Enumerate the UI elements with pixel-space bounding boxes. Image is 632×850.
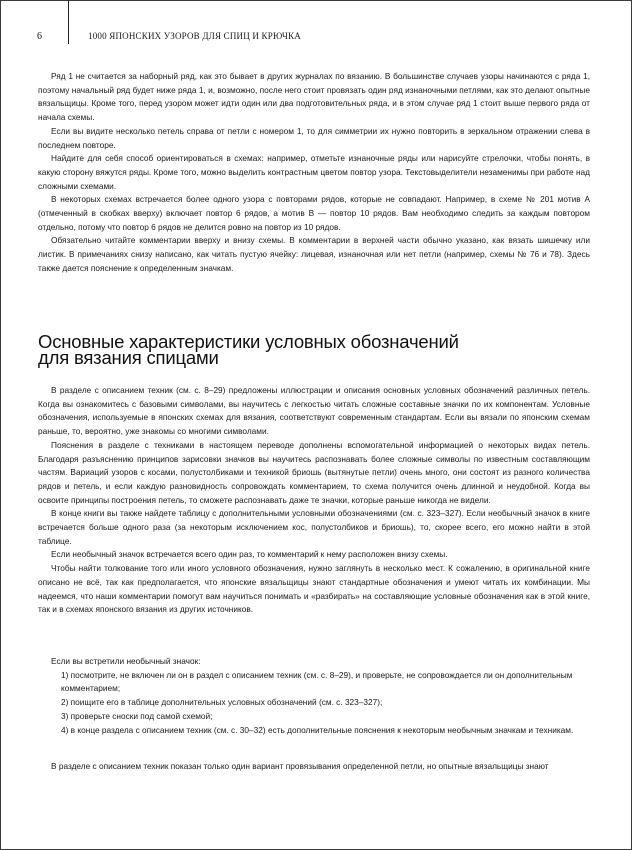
paragraph: Если необычный значок встречается всего один раз, то комментарий к нему расположен внизу схемы. (51, 549, 448, 560)
header-rule (68, 0, 69, 44)
section-title (38, 331, 590, 368)
list-item: 2) поищите его в таблице дополнительных условных обозначений (см. с. 323–327); (61, 697, 383, 708)
paragraph: В некоторых схемах встречается более одного узора с повторами рядов, которые не совпадают. Например, в схеме № 201 мотив А (отмеченный в скобках вверху) включает повтор 6 рядов, а мотив В — повтор 10 рядов. Вам необходимо следить за каждым повтором отдельно, потому что повтор 6 рядов не делится ровно на повтор из 10 рядов. (38, 194, 590, 232)
paragraph: В разделе с описанием техник показан только один вариант провязывания определенной петли, но опытные вязальщицы знают (51, 761, 549, 771)
section-body (38, 384, 590, 617)
section-title-line: для вязания спицами (38, 347, 219, 368)
intro-section (38, 70, 590, 276)
symbol-lookup-list (38, 655, 590, 737)
section-title-line: Основные характеристики условных обозначений (38, 331, 459, 352)
list-item: 3) проверьте сноски под самой схемой; (61, 710, 213, 721)
paragraph: Обязательно читайте комментарии вверху и внизу схемы. В комментарии в верхней части обычно указано, как вязать шишечку или листик. В примечаниях снизу написано, как читать пустую ячейку: лицевая, изнаночная или нет петли (например, схемы № 76 и 78). Здесь также дается пояснение к определенным значкам. (38, 235, 590, 273)
paragraph: В конце книги вы также найдете таблицу с дополнительными условными обозначениями (см. с. 323–327). Если необычный значок в книге встречается больше одного раза (за некоторым исключением кос, полустолбиков и бриошь), то, скорее всего, его можно найти в этой таблице. (38, 508, 590, 546)
paragraph: Ряд 1 не считается за наборный ряд, как это бывает в других журналах по вязанию. В большинстве случаев узоры начинаются с ряда 1, поэтому начальный ряд будет ниже ряда 1, и, возможно, после него стоит провязать один ряд изнаночными петлями, как это делают опытные вязальщицы. Кроме того, перед узором может идти один или два подготовительных ряда, и в этом случае ряд 1 стоит выше первого ряда от начала схемы. (38, 71, 590, 123)
page-number: 6 (37, 31, 42, 42)
ordered-list (38, 669, 590, 738)
list-item: 4) в конце раздела с описанием техник (см. с. 30–32) есть дополнительные пояснения к некоторым необычным значкам и техникам. (61, 724, 574, 735)
paragraph: Чтобы найти толкование того или иного условного обозначения, нужно заглянуть в несколько мест. К сожалению, в оригинальной книге описано не всё, так как предполагается, что японские вязальщицы знают стандартные обозначения и умеют читать их комбинации. Мы надеемся, что наши комментарии помогут вам научиться понимать и «разбирать» на составляющие условные обозначения как в этой книге, так и в схемах японского вязания из других источников. (38, 563, 590, 615)
list-item: 1) посмотрите, не включен ли он в раздел с описанием техник (см. с. 8–29), и проверьте, не сопровождается ли он дополнительным комментарием; (61, 669, 573, 694)
running-head: 1000 ЯПОНСКИХ УЗОРОВ ДЛЯ СПИЦ И КРЮЧКА (88, 31, 302, 41)
paragraph: Найдите для себя способ ориентироваться в схемах: например, отметьте изнаночные ряды или нарисуйте стрелочки, чтобы понять, в какую сторону вяжутся ряды. Кроме того, можно выделить контрастным цветом повтор узора. Текстовыделители незаменимы при работе над сложными схемами. (38, 153, 590, 191)
paragraph: В разделе с описанием техник (см. с. 8–29) предложены иллюстрации и описания основных условных обозначений различных петель. Когда вы ознакомитесь с базовыми символами, вы научитесь с легкостью читать сложные составные значки по их компонентам. Условные обозначения, используемые в японских схемах для вязания, соответствуют современным стандартам. Если вы вязали по японским схемам раньше, то, вероятно, уже знакомы со многими символами. (38, 385, 590, 437)
closing-section (38, 760, 590, 774)
paragraph: Пояснения в разделе с техниками в настоящем переводе дополнены вспомогательной информацией о некоторых видах петель. Благодаря разъяснению принципов зарисовки значков вы научитесь распознавать более сложные символы по известным составляющим частям. Вариаций узоров с косами, полустолбиками и техникой бриошь (вытянутые петли) очень много, они состоят из разного количества рядов и петель, и если каждую разновидность сопровождать комментарием, то схема получится очень длинной и неудобной. Когда вы освоите принципы построения петель, то сможете распознавать даже те значки, которые раньше никогда не видели. (38, 439, 590, 505)
paragraph: Если вы видите несколько петель справа от петли с номером 1, то для симметрии их нужно повторить в зеркальном отражении слева в последнем повторе. (38, 125, 590, 150)
list-intro: Если вы встретили необычный значок: (51, 656, 201, 666)
